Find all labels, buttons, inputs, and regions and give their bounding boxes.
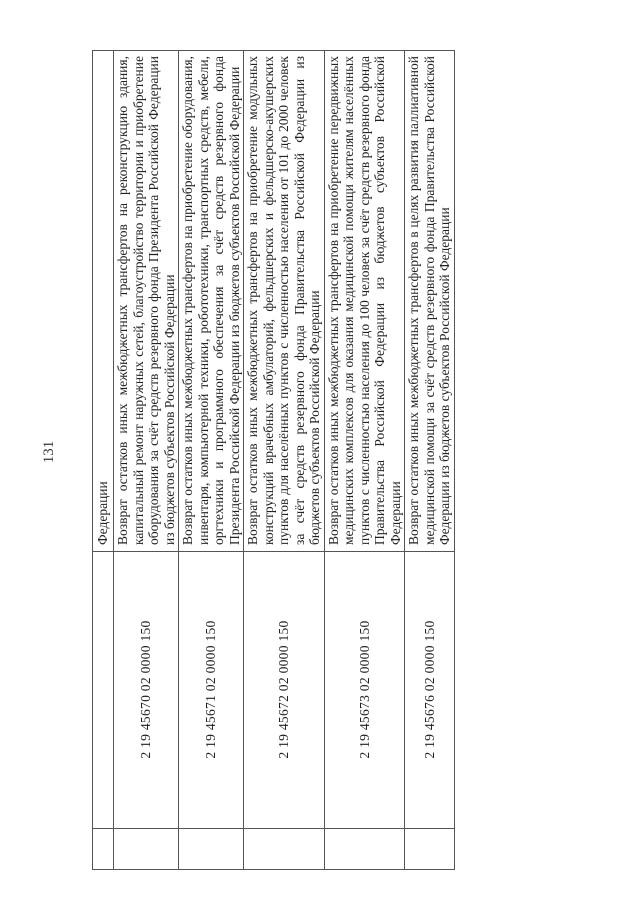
empty-cell bbox=[405, 829, 455, 870]
table-row bbox=[324, 51, 405, 870]
description-cell: Возврат остатков иных межбюджетных трансфертов в целях развития паллиативной медицинской помощи за счёт средств резервного фонда Правительства Российской Федерации из бюджетов субъектов Российской Федерации bbox=[405, 51, 455, 552]
description-cell: Возврат остатков иных межбюджетных трансфертов на реконструкцию здания, капитальный ремонт наружных сетей, благоустройство территории и приобретение оборудования за счёт средств резервного фонда Президента Российской Федерации из бюджетов субъектов Российской Федерации bbox=[114, 51, 179, 552]
code-cell bbox=[93, 552, 114, 829]
code-cell: 2 19 45673 02 0000 150 bbox=[324, 552, 405, 829]
code-cell: 2 19 45671 02 0000 150 bbox=[179, 552, 244, 829]
table-row bbox=[93, 51, 114, 870]
description-cell: Возврат остатков иных межбюджетных трансфертов на приобретение передвижных медицинских комплексов для оказания медицинской помощи жителям населённых пунктов с численностью населения до 100 человек за счёт средств резервного фонда Правительства Российской Федерации из бюджетов субъектов Российской Федерации bbox=[324, 51, 405, 552]
empty-cell bbox=[244, 829, 325, 870]
empty-cell bbox=[179, 829, 244, 870]
page-number: 131 bbox=[41, 440, 57, 464]
table-row bbox=[405, 51, 455, 870]
empty-cell bbox=[324, 829, 405, 870]
description-cell: Возврат остатков иных межбюджетных трансфертов на приобретение оборудования, инвентаря, компьютерной техники, робототехники, транспортных средств, мебели, оргтехники и программного обеспечения за счёт средств резервного фонда Президента Российской Федерации из бюджетов субъектов Российской Федерации bbox=[179, 51, 244, 552]
code-cell: 2 19 45670 02 0000 150 bbox=[114, 552, 179, 829]
table-row bbox=[244, 51, 325, 870]
budget-codes-table bbox=[92, 50, 455, 870]
empty-cell bbox=[114, 829, 179, 870]
description-cell: Федерации bbox=[93, 51, 114, 552]
table-row bbox=[114, 51, 179, 870]
code-cell: 2 19 45672 02 0000 150 bbox=[244, 552, 325, 829]
description-cell: Возврат остатков иных межбюджетных трансфертов на приобретение модульных конструкций врачебных амбулаторий, фельдшерских и фельдшерско-акушерских пунктов для населённых пунктов с численностью населения от 101 до 2000 человек за счёт средств резервного фонда Правительства Российской Федерации из бюджетов субъектов Российской Федерации bbox=[244, 51, 325, 552]
empty-cell bbox=[93, 829, 114, 870]
table-row bbox=[179, 51, 244, 870]
code-cell: 2 19 45676 02 0000 150 bbox=[405, 552, 455, 829]
